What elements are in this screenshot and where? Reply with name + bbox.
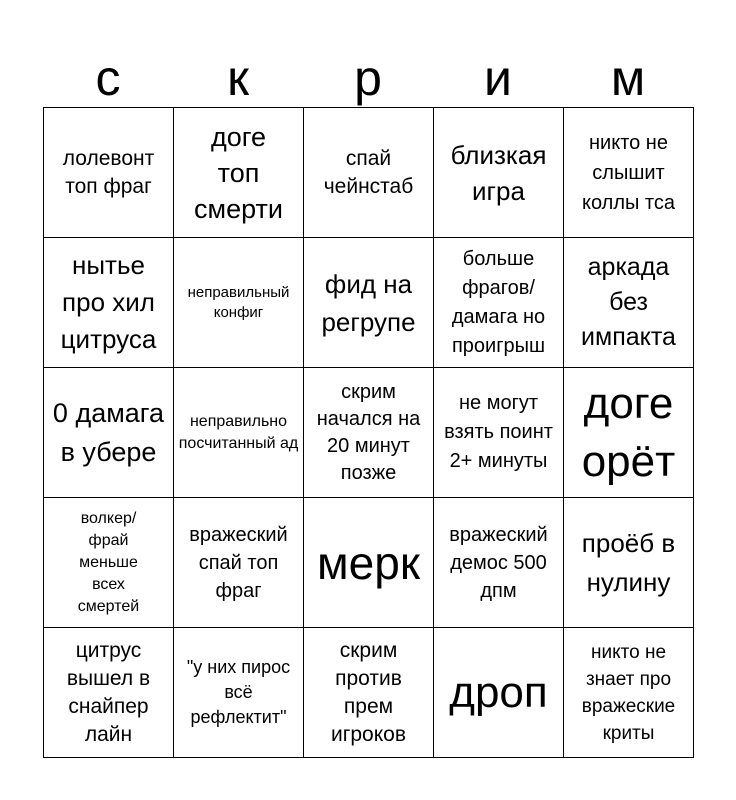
bingo-cell-r3c5[interactable] — [564, 368, 694, 498]
cell-text: волкер/ фрай меньше всех смертей — [77, 509, 140, 615]
cell-text: мерк — [317, 536, 420, 589]
cell-text: скрим против прем игроков — [330, 638, 406, 746]
header-letter-5: м — [610, 50, 646, 106]
bingo-cell-r1c1[interactable] — [44, 108, 174, 238]
bingo-cell-r3c4[interactable] — [434, 368, 564, 498]
bingo-header — [43, 48, 693, 108]
bingo-cell-r2c1[interactable] — [44, 238, 174, 368]
cell-text: аркада без импакта — [581, 253, 676, 351]
bingo-grid — [43, 107, 694, 758]
bingo-cell-r1c4[interactable] — [434, 108, 564, 238]
cell-text: не могут взять поинт 2+ минуты — [444, 392, 553, 472]
cell-text: цитрус вышел в снайпер лайн — [66, 638, 151, 746]
bingo-cell-r2c3[interactable] — [304, 238, 434, 368]
bingo-cell-r5c1[interactable] — [44, 628, 174, 758]
header-letter-1: с — [95, 50, 121, 106]
cell-text: скрим начался на 20 минут позже — [316, 380, 421, 484]
bingo-cell-r3c3[interactable] — [304, 368, 434, 498]
bingo-cell-r4c3[interactable] — [304, 498, 434, 628]
cell-text: фид на регрупе — [321, 268, 416, 337]
bingo-cell-r5c3[interactable] — [304, 628, 434, 758]
bingo-cell-r3c1[interactable] — [44, 368, 174, 498]
cell-text: вражеский демос 500 дпм — [449, 523, 548, 602]
header-letter-4: и — [484, 50, 512, 106]
cell-text: больше фрагов/ дамага но проигрыш — [451, 247, 546, 357]
cell-text: нытье про хил цитруса — [60, 250, 157, 354]
bingo-cell-r4c4[interactable] — [434, 498, 564, 628]
cell-text: неправильно посчитанный ад — [178, 412, 299, 452]
cell-text: никто не слышит коллы тса — [582, 131, 675, 214]
header-letter-2: к — [227, 50, 249, 106]
cell-text: проёб в нулину — [581, 527, 676, 597]
bingo-cell-r4c1[interactable] — [44, 498, 174, 628]
cell-text: дроп — [449, 667, 548, 717]
cell-text: неправильный конфиг — [187, 283, 290, 321]
header-letter-3: р — [354, 50, 382, 106]
bingo-cell-r4c2[interactable] — [174, 498, 304, 628]
cell-text: вражеский спай топ фраг — [189, 523, 288, 602]
cell-text: лолевонт топ фраг — [62, 146, 155, 198]
cell-text: близкая игра — [450, 139, 547, 206]
bingo-cell-r5c5[interactable] — [564, 628, 694, 758]
bingo-cell-r5c2[interactable] — [174, 628, 304, 758]
bingo-cell-r1c2[interactable] — [174, 108, 304, 238]
cell-text: "у них пирос всё рефлектит" — [186, 657, 291, 727]
cell-text: доге топ смерти — [194, 121, 283, 224]
bingo-cell-r4c5[interactable] — [564, 498, 694, 628]
bingo-cell-r1c5[interactable] — [564, 108, 694, 238]
bingo-cell-r2c5[interactable] — [564, 238, 694, 368]
bingo-cell-r2c2[interactable] — [174, 238, 304, 368]
bingo-cell-r5c4[interactable] — [434, 628, 564, 758]
cell-text: доге орёт — [581, 378, 676, 486]
bingo-cell-r3c2[interactable] — [174, 368, 304, 498]
cell-text: никто не знает про вражеские криты — [581, 641, 676, 744]
bingo-cell-r2c4[interactable] — [434, 238, 564, 368]
cell-text: 0 дамага в убере — [52, 397, 165, 467]
bingo-cell-r1c3[interactable] — [304, 108, 434, 238]
cell-text: спай чейнстаб — [323, 146, 414, 198]
